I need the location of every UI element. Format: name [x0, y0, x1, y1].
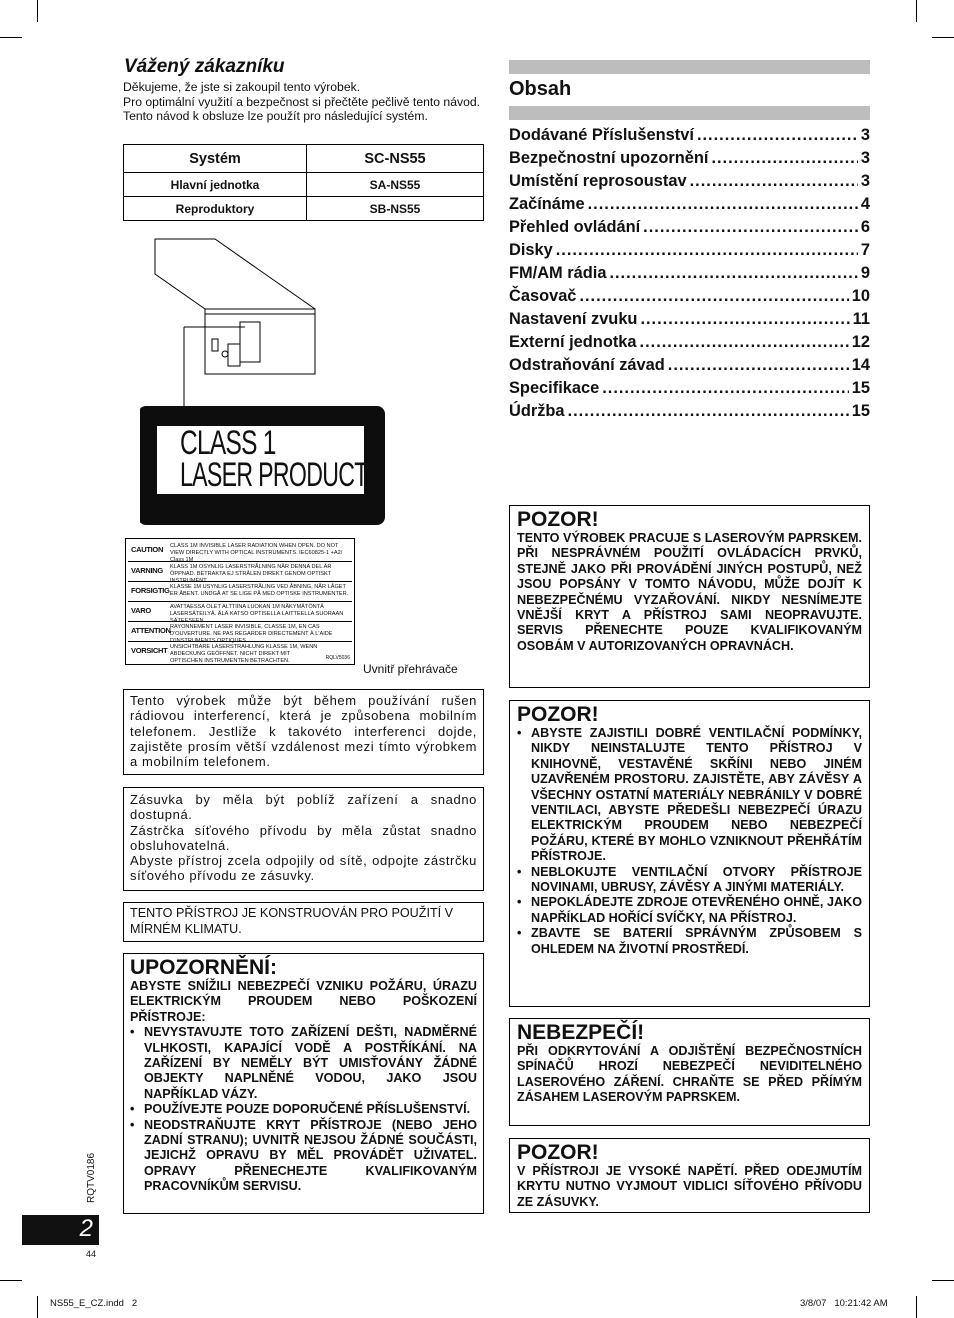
bullet-item: [130, 1102, 477, 1117]
upozorneni-heading: UPOZORNĚNÍ:: [130, 956, 277, 979]
table-cell: SB-NS55: [307, 197, 484, 221]
pozor-text: V PŘÍSTROJI JE VYSOKÉ NAPĚTÍ. PŘED ODEJMUTÍM KRYTU NUTNO VYJMOUT VIDLICI SÍŤOVÉHO PŘÍVODU ZE ZÁSUVKY.: [517, 1164, 862, 1209]
toc-item[interactable]: [509, 126, 870, 148]
caution-text: RAYONNEMENT LASER INVISIBLE, CLASSE 1M, EN CAS D'OUVERTURE. NE PAS REGARDER DIRECTEMENT À L'AIDE D'INSTRUMENTS OPTIQUES.: [170, 624, 333, 644]
file-name: NS55_E_CZ.indd 2: [50, 1298, 138, 1309]
intro-line: Pro optimální využití a bezpečnost si přečtěte pečlivě tento návod.: [123, 94, 481, 109]
pozor-text: TENTO VÝROBEK PRACUJE S LASEROVÝM PAPRSKEM. PŘI NESPRÁVNÉM POUŽITÍ OVLÁDACÍCH PRVKŮ, STEJNĚ JAKO PŘI PROVÁDĚNÍ JINÝCH POSTUPŮ, NEŽ JSOU POPSÁNY V TOMTO NÁVODU, MŮŽE DOJÍT K NEBEZPEČNÉMU VYZAŘOVÁNÍ. NIKDY NESNÍMEJTE VNĚJŠÍ KRYT A PŘÍSTROJ SAMI NEOPRAVUJTE. SERVIS PŘENECHTE POUZE KVALIFIKOVANÝM OSOBÁM V AUTORIZOVANÝCH OPRAVNÁCH.: [517, 531, 862, 653]
caution-row: [128, 641, 352, 662]
pozor-heading: POZOR!: [517, 508, 599, 531]
toc-leader: [690, 172, 858, 191]
toc-item-label: Začínáme: [509, 195, 585, 213]
intro-text: [123, 80, 484, 124]
print-date: 3/8/07 10:21:42 AM: [800, 1298, 888, 1309]
toc-bottom-bar: [509, 106, 870, 120]
toc-item[interactable]: [509, 149, 870, 171]
toc-item[interactable]: [509, 287, 870, 309]
bullet-item: [517, 726, 862, 865]
upozorneni-lead: ABYSTE SNÍŽILI NEBEZPEČÍ VZNIKU POŽÁRU, ÚRAZU ELEKTRICKÝM PROUDEM NEBO POŠKOZENÍ PŘÍSTROJE:: [130, 979, 477, 1024]
nebezpeci-text: PŘI ODKRYTOVÁNÍ A ODJIŠTĚNÍ BEZPEČNOSTNÍCH SPÍNAČŮ HROZÍ NEBEZPEČÍ NEVIDITELNÉHO LASEROVÉHO ZÁŘENÍ. CHRAŇTE SE PŘED PŘÍMÝM ZÁSAHEM LASEROVÝM PAPRSKEM.: [517, 1044, 862, 1105]
toc-item-page: 4: [860, 195, 870, 213]
toc-leader: [588, 195, 858, 214]
bullet-icon: •: [130, 1102, 135, 1117]
notice-mobile-text: Tento výrobek může být během používání rušen rádiovou interferencí, která je způsobena mobilním telefonem. Jestliže k takovéto interferenci dojde, zajistěte prosím větší vzdálenost mezi tímto výrobkem a mobilním telefonem.: [130, 693, 477, 770]
toc-leader: [568, 402, 849, 421]
toc-item-page: 7: [860, 241, 870, 259]
toc-item-label: Odstraňování závad: [509, 356, 665, 374]
caution-caption: Uvnitř přehrávače: [363, 662, 458, 676]
table-header: Systém: [124, 145, 307, 173]
toc-item[interactable]: [509, 195, 870, 217]
caution-word: FORSIGTIG: [131, 586, 170, 595]
notice-outlet-text: Zástrčka síťového přívodu by měla zůstat snadno obsluhovatelná.: [130, 822, 477, 853]
intro-line: Tento návod k obsluze lze použít pro následující systém.: [123, 109, 428, 123]
bullet-text: ZBAVTE SE BATERIÍ SPRÁVNÝM ZPŮSOBEM S OHLEDEM NA ŽIVOTNÍ PROSTŘEDÍ.: [531, 926, 862, 956]
toc-leader: [668, 356, 849, 375]
bullet-item: [517, 926, 862, 957]
laser-label-line2: LASER PRODUCT: [180, 456, 368, 494]
toc-item[interactable]: [509, 218, 870, 240]
toc-item-page: 3: [860, 126, 870, 144]
bullet-text: ABYSTE ZAJISTILI DOBRÉ VENTILAČNÍ PODMÍNKY, NIKDY NEINSTALUJTE TENTO PŘÍSTROJ V KNIHOVNĚ, VESTAVĚNÉ SKŘÍNI NEBO JINÉM UZAVŘENÉM PROSTORU. ZAJISTĚTE, ABY ZÁVĚSY A VŠECHNY OSTATNÍ MATERIÁLY NEBRÁNILY V DOBRÉ VENTILACI, ABYSTE PŘEDEŠLI NEBEZPEČÍ ÚRAZU ELEKTRICKÝM PROUDEM NEBO NEBEZPEČÍ POŽÁRU, KTERÉ BY MOHLO VZNIKNOUT PŘEHŘÁTÍM PŘÍSTROJE.: [531, 726, 862, 864]
page-title: Vážený zákazníku: [124, 56, 285, 77]
toc-item[interactable]: [509, 402, 870, 424]
caution-text: KLASSE 1M USYNLIG LASERSTRÅLING VED ÅBNING, NÅR LÅGET ER ÅBENT. UNDGÅ AT SE LIGE PÅ MED OPTISKE INSTRUMENTER.: [170, 584, 349, 597]
caution-word: VORSICHT: [131, 646, 168, 655]
bullet-text: NEVYSTAVUJTE TOTO ZAŘÍZENÍ DEŠTI, NADMĚRNÉ VLHKOSTI, KAPAJÍCÍ VODĚ A POSTŘÍKÁNÍ. NA ZAŘÍZENÍ BY NEMĚLY BÝT UMISŤOVÁNY ŽÁDNÉ OBJEKTY NAPLNĚNÉ VODOU, JAKO JSOU NAPŘÍKLAD VÁZY.: [144, 1025, 477, 1101]
nebezpeci-box: [509, 1018, 870, 1126]
bullet-icon: •: [130, 1117, 135, 1132]
laser-label-line1: CLASS 1: [180, 424, 276, 462]
toc-item[interactable]: [509, 356, 870, 378]
table-cell: SA-NS55: [307, 173, 484, 197]
caution-row: [128, 621, 352, 644]
toc-item-label: Údržba: [509, 402, 565, 420]
bullet-text: NEPOKLÁDEJTE ZDROJE OTEVŘENÉHO OHNĚ, JAKO NAPŘÍKLAD HOŘÍCÍ SVÍČKY, NA PŘÍSTROJ.: [531, 895, 862, 925]
caution-word: VARNING: [131, 566, 163, 575]
bullet-text: POUŽÍVEJTE POUZE DOPORUČENÉ PŘÍSLUŠENSTVÍ.: [144, 1102, 471, 1117]
bullet-icon: •: [517, 926, 522, 941]
toc-item-page: 11: [852, 310, 870, 328]
toc-item-page: 9: [860, 264, 870, 282]
toc-item-page: 15: [851, 379, 870, 397]
page-number-tab: [22, 1215, 99, 1245]
side-code: RQTV0186: [86, 1152, 97, 1203]
crop-mark: [916, 0, 917, 22]
bullet-text: NEBLOKUJTE VENTILAČNÍ OTVORY PŘÍSTROJE NOVINAMI, UBRUSY, ZÁVĚSY A JINÝMI MATERIÁLY.: [531, 864, 862, 895]
toc-item[interactable]: [509, 379, 870, 401]
toc-item-page: 10: [851, 287, 870, 305]
toc-item-page: 14: [851, 356, 870, 374]
system-table: [123, 144, 484, 221]
crop-mark: [0, 1280, 22, 1281]
toc-item-label: Umístění reprosoustav: [509, 172, 687, 190]
caution-text: KLASS 1M OSYNLIG LASERSTRÅLNING NÄR DENNA DEL ÄR ÖPPNAD. BETRAKTA EJ STRÅLEN DIREKT GENOM OPTISKT INSTRUMENT.: [170, 564, 332, 584]
notice-outlet-text: Abyste přístroj zcela odpojily od sítě, odpojte zástrčku síťového přívodu ze zásuvky.: [130, 853, 477, 884]
caution-text: AVATTAESSA OLET ALTTIINA LUOKAN 1M NÄKYMÄTÖNTÄ LASERSÄTEILYÄ. ÄLÄ KATSO OPTISELLA LAITTEELLA SUORAAN SÄTEESEEN.: [170, 604, 344, 624]
bullet-icon: •: [517, 864, 522, 879]
bullet-icon: •: [517, 895, 522, 910]
bullet-text: NEODSTRAŇUJTE KRYT PŘÍSTROJE (NEBO JEHO ZADNÍ STRANU); UVNITŘ NEJSOU ŽÁDNÉ SOUČÁSTI, JEJICHŽ OPRAVU BY MĚL PROVÁDĚT UŽIVATEL. OPRAVY PŘENECHEJTE KVALIFIKOVANÝM PRACOVNÍKŮM SERVISU.: [144, 1117, 477, 1194]
toc-item-page: 3: [860, 172, 870, 190]
toc-item-label: Externí jednotka: [509, 333, 637, 351]
page-number: 2: [79, 1215, 93, 1242]
crop-mark: [932, 1280, 954, 1281]
toc-leader: [643, 218, 858, 237]
toc-item-page: 3: [860, 149, 870, 167]
bullet-item: [517, 865, 862, 896]
toc-item-label: Přehled ovládání: [509, 218, 641, 236]
toc-leader: [697, 126, 858, 145]
toc-leader: [579, 287, 848, 306]
notice-outlet-text: Zásuvka by měla být poblíž zařízení a snadno dostupná.: [130, 792, 477, 823]
toc-heading: Obsah: [509, 78, 572, 100]
pozor-heading: POZOR!: [517, 703, 599, 726]
toc-item[interactable]: [509, 310, 870, 332]
toc-top-bar: [509, 60, 870, 74]
notice-outlet: [123, 787, 484, 891]
toc-item-label: Disky: [509, 241, 553, 259]
toc-leader: [640, 310, 849, 329]
crop-mark: [0, 37, 22, 38]
toc-item-page: 15: [851, 402, 870, 420]
crop-mark: [37, 0, 38, 22]
table-cell: Hlavní jednotka: [124, 173, 307, 197]
pozor-heading: POZOR!: [517, 1141, 599, 1164]
toc-item-label: Specifikace: [509, 379, 600, 397]
pozor-box-3: [509, 1138, 870, 1213]
bullet-icon: •: [517, 726, 522, 740]
notice-climate: [123, 902, 484, 942]
small-page-number: 44: [86, 1249, 97, 1259]
bullet-item: [517, 895, 862, 926]
pozor-box-1: [509, 505, 870, 688]
toc-item-label: Dodávané Příslušenství: [509, 126, 694, 144]
toc-leader: [602, 379, 849, 398]
caution-word: VARO: [131, 606, 151, 615]
bullet-icon: •: [130, 1025, 135, 1040]
toc-item[interactable]: [509, 333, 870, 355]
toc-item-label: Nastavení zvuku: [509, 310, 638, 328]
toc-item-label: Bezpečnostní upozornění: [509, 149, 709, 167]
toc-leader: [640, 333, 849, 352]
table-header: SC-NS55: [307, 145, 484, 173]
caution-row: [128, 561, 352, 584]
caution-text: UNSICHTBARE LASERSTRAHLUNG KLASSE 1M, WENN ABDECKUNG GEÖFFNET. NICHT DIREKT MIT OPTISCHEN INSTRUMENTEN BETRACHTEN.: [170, 644, 318, 664]
toc-leader: [711, 149, 857, 168]
toc-item-page: 6: [860, 218, 870, 236]
toc-item-label: Časovač: [509, 287, 577, 305]
caution-row: [128, 601, 352, 624]
toc-item-page: 12: [851, 333, 870, 351]
intro-line: Děkujeme, že jste si zakoupil tento výrobek.: [123, 80, 361, 94]
bullet-item: [130, 1025, 477, 1102]
toc-item[interactable]: [509, 241, 870, 263]
toc-item[interactable]: [509, 264, 870, 286]
caution-text: CLASS 1M INVISIBLE LASER RADIATION WHEN OPEN. DO NOT VIEW DIRECTLY WITH OPTICAL INSTRUMENTS. IEC60825-1 +A2/ Class 1M: [170, 543, 343, 563]
caution-row: [128, 541, 352, 563]
caution-code: RQLV5036: [325, 655, 350, 661]
notice-mobile: [123, 689, 484, 775]
crop-mark: [916, 1296, 917, 1318]
caution-label: [125, 538, 355, 665]
bullet-item: [130, 1118, 477, 1195]
pozor-box-2: [509, 700, 870, 1007]
toc-item-label: FM/AM rádia: [509, 264, 607, 282]
crop-mark: [932, 37, 954, 38]
crop-mark: [37, 1296, 38, 1318]
caution-row: [128, 581, 352, 601]
toc-leader: [609, 264, 857, 283]
caution-word: CAUTION: [131, 545, 164, 554]
table-cell: Reproduktory: [124, 197, 307, 221]
upozorneni-box: [123, 953, 484, 1214]
toc-item[interactable]: [509, 172, 870, 194]
caution-word: ATTENTION: [131, 626, 171, 635]
nebezpeci-heading: NEBEZPEČÍ!: [517, 1021, 645, 1044]
notice-climate-text: TENTO PŘÍSTROJ JE KONSTRUOVÁN PRO POUŽITÍ V MÍRNÉM KLIMATU.: [130, 906, 454, 936]
toc-leader: [556, 241, 858, 260]
